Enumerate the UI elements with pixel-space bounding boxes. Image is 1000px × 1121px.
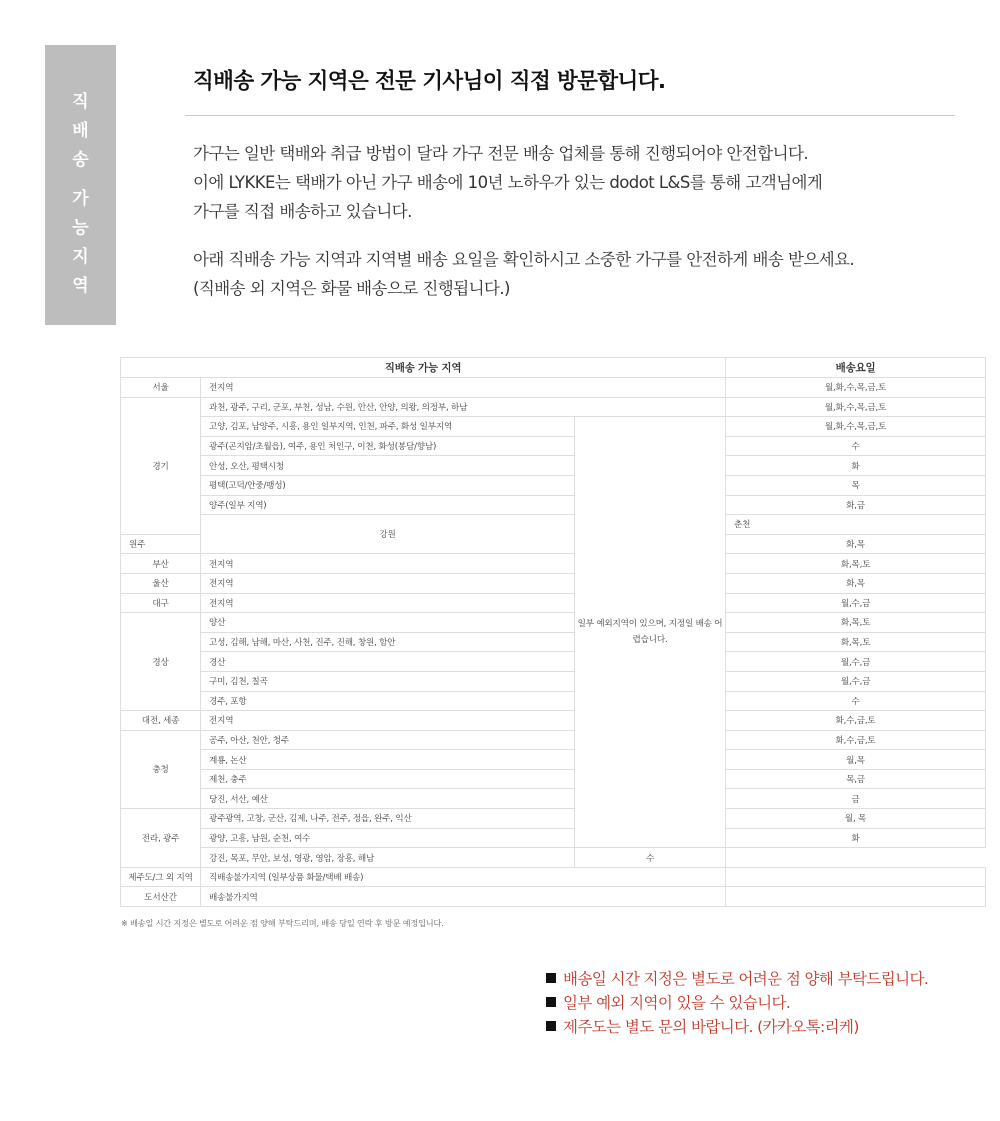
table-row [121,809,986,829]
notice-item [546,991,928,1015]
area-cell: 원주 [121,534,201,554]
area-cell: 전지역 [201,573,575,593]
days-cell: 월,수,금 [726,652,986,672]
table-row [121,632,986,652]
region-cell: 제주도/그 외 지역 [121,867,201,887]
area-cell: 당진, 서산, 예산 [201,789,575,809]
region-cell: 부산 [121,554,201,574]
notice-text: 배송일 시간 지정은 별도로 어려운 점 양해 부탁드립니다. [563,970,929,988]
days-cell: 화,목,토 [726,613,986,633]
table-row [121,789,986,809]
table-row [121,867,986,887]
table-row [121,475,986,495]
table-row [121,417,986,437]
table-row [121,515,986,535]
days-cell: 월, 목 [726,809,986,829]
table-row [121,828,986,848]
days-cell: 화 [726,828,986,848]
side-tab-label-2: 가능지역 [72,189,89,296]
header-delivery-area: 직배송 가능 지역 [121,358,726,378]
table-row [121,495,986,515]
notice-item [546,967,928,991]
area-cell: 고양, 김포, 남양주, 시흥, 용인 일부지역, 인천, 파주, 화성 일부지역 [201,417,575,437]
region-cell: 울산 [121,573,201,593]
table-row [121,671,986,691]
area-cell: 과천, 광주, 구리, 군포, 부천, 성남, 수원, 안산, 안양, 의왕, 의정부, 하남 [201,397,726,417]
days-cell: 월,화,수,목,금,토 [726,378,986,398]
table-row [121,750,986,770]
area-cell: 배송불가지역 [201,887,726,907]
exception-note-cell: 일부 예외지역이 있으며, 지정일 배송 어렵습니다. [575,417,726,848]
days-cell: 수 [726,691,986,711]
area-cell: 전지역 [201,593,575,613]
days-cell: 수 [575,848,726,868]
area-cell: 양산 [201,613,575,633]
notice-item [546,1015,928,1039]
days-cell: 금 [726,789,986,809]
days-cell [726,867,986,887]
table-footnote: ※ 배송일 시간 지정은 별도로 어려운 점 양해 부탁드리며, 배송 당일 연락 후 방문 예정입니다. [121,918,444,928]
area-cell: 강진, 목포, 무안, 보성, 영광, 영암, 장흥, 해남 [201,848,575,868]
area-cell: 구미, 김천, 칠곡 [201,671,575,691]
days-cell [726,887,986,907]
intro-line: 이에 LYKKE는 택배가 아닌 가구 배송에 10년 노하우가 있는 dodot L&S를 통해 고객님에게 [193,173,823,192]
days-cell: 월,수,금 [726,671,986,691]
region-cell: 서울 [121,378,201,398]
days-cell: 화,목,토 [726,632,986,652]
table-row [121,397,986,417]
square-bullet-icon [546,1021,556,1031]
region-cell: 충청 [121,730,201,808]
area-cell: 광주광역, 고창, 군산, 김제, 나주, 전주, 정읍, 완주, 익산 [201,809,575,829]
region-cell: 전라, 광주 [121,809,201,868]
days-cell: 수 [726,436,986,456]
days-cell: 월,화,수,목,금,토 [726,417,986,437]
days-cell: 화,수,금,토 [726,730,986,750]
area-cell: 평택(고덕/안중/팽성) [201,475,575,495]
square-bullet-icon [546,997,556,1007]
region-cell: 경기 [121,397,201,534]
table-row [121,554,986,574]
table-row [121,691,986,711]
table-row [121,378,986,398]
side-section-tab [45,45,116,325]
table-row [121,456,986,476]
area-cell: 안성, 오산, 평택시청 [201,456,575,476]
notice-list [546,967,928,1039]
area-cell: 경주, 포항 [201,691,575,711]
table-row [121,887,986,907]
table-row [121,436,986,456]
region-cell: 경상 [121,613,201,711]
days-cell: 목 [726,475,986,495]
days-cell: 월,수,금 [726,593,986,613]
intro-line: 가구를 직접 배송하고 있습니다. [193,202,412,221]
table-row [121,848,986,868]
days-cell: 화,목,토 [726,554,986,574]
area-cell: 춘천 [726,515,986,535]
table-row [121,593,986,613]
table-row [121,573,986,593]
area-cell: 직배송불가지역 (일부상품 화물/택배 배송) [201,867,726,887]
days-cell: 월,목 [726,750,986,770]
area-cell: 계룡, 논산 [201,750,575,770]
days-cell: 화,목 [726,534,986,554]
side-tab-label-1: 직배송 [72,92,89,170]
region-cell: 도서산간 [121,887,201,907]
page-headline: 직배송 가능 지역은 전문 기사님이 직접 방문합니다. [193,69,666,94]
area-cell: 제천, 충주 [201,769,575,789]
delivery-zone-table [120,357,986,907]
days-cell: 화,목 [726,573,986,593]
intro-text [193,139,963,303]
area-cell: 양주(일부 지역) [201,495,575,515]
days-cell: 월,화,수,목,금,토 [726,397,986,417]
area-cell: 경산 [201,652,575,672]
header-delivery-days: 배송요일 [726,358,986,378]
intro-line: 아래 직배송 가능 지역과 지역별 배송 요일을 확인하시고 소중한 가구를 안전하게 배송 받으세요. [193,250,855,269]
days-cell: 목,금 [726,769,986,789]
table-row [121,613,986,633]
region-cell: 대구 [121,593,201,613]
intro-line: (직배송 외 지역은 화물 배송으로 진행됩니다.) [193,279,510,298]
region-cell: 강원 [201,515,575,554]
headline-divider [185,115,955,116]
area-cell: 광양, 고흥, 남원, 순천, 여수 [201,828,575,848]
area-cell: 공주, 아산, 천안, 청주 [201,730,575,750]
area-cell: 고성, 김해, 남해, 마산, 사천, 진주, 진해, 창원, 함안 [201,632,575,652]
area-cell: 전지역 [201,711,575,731]
square-bullet-icon [546,973,556,983]
table-header-row [121,358,986,378]
days-cell: 화,금 [726,495,986,515]
area-cell: 전지역 [201,554,575,574]
days-cell: 화 [726,456,986,476]
area-cell: 전지역 [201,378,726,398]
table-row [121,730,986,750]
days-cell: 화,수,금,토 [726,711,986,731]
intro-line: 가구는 일반 택배와 취급 방법이 달라 가구 전문 배송 업체를 통해 진행되어야 안전합니다. [193,144,809,163]
area-cell: 광주(곤지암/초월읍), 여주, 용인 처인구, 이천, 화성(봉담/향남) [201,436,575,456]
region-cell: 대전, 세종 [121,711,201,731]
notice-text: 제주도는 별도 문의 바랍니다. (카카오톡:리케) [563,1018,859,1036]
table-row [121,769,986,789]
table-row [121,711,986,731]
table-row [121,652,986,672]
notice-text: 일부 예외 지역이 있을 수 있습니다. [563,994,791,1012]
